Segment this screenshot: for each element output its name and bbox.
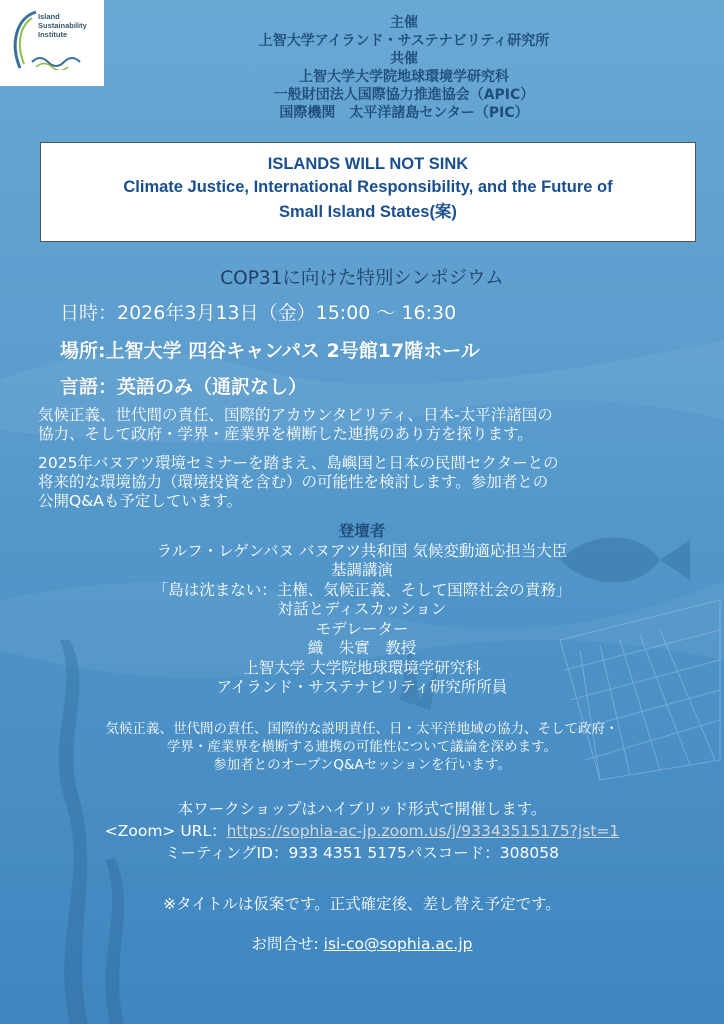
moderator-affiliation-2: アイランド・サステナビリティ研究所所員 xyxy=(216,678,508,696)
contact-email-link[interactable]: isi-co@sophia.ac.jp xyxy=(323,935,473,953)
discussion-line-2: 学界・産業界を横断する連携の可能性について議論を深めます。 xyxy=(166,739,558,755)
event-venue: 場所:上智大学 四谷キャンパス 2号館17階ホール xyxy=(60,340,480,362)
zoom-label: <Zoom> URL： xyxy=(104,822,227,840)
paragraph-2-line-2: 将来的な環境協力（環境投資を含む）の可能性を検討します。参加者との xyxy=(38,473,549,491)
meeting-credentials: ミーティングID：933 4351 5175パスコード：308058 xyxy=(165,844,559,862)
keynote-title: 「島は沈まない：主権、気候正義、そして国際社会の責務」 xyxy=(152,580,572,599)
host-name: 上智大学アイランド・サステナビリティ研究所 xyxy=(258,33,550,49)
organizers-block xyxy=(104,14,704,122)
description-paragraph-2 xyxy=(38,454,698,511)
title-line-2: Climate Justice, International Responsibility, and the Future of xyxy=(123,178,613,196)
zoom-url-link[interactable]: https://sophia-ac-jp.zoom.us/j/93343515175?jst=1 xyxy=(226,822,620,840)
hybrid-notice: 本ワークショップはハイブリッド形式で開催します。 xyxy=(177,800,547,818)
institute-logo xyxy=(0,0,104,86)
contact-label: お問合せ: xyxy=(251,935,324,953)
cohost-3: 国際機関 太平洋諸島センター（PIC） xyxy=(279,105,529,121)
keynote-label: 基調講演 xyxy=(330,561,393,579)
logo-wave-icon xyxy=(30,52,90,70)
speakers-block xyxy=(0,522,724,698)
contact-line xyxy=(0,932,724,954)
title-provisional-note: ※タイトルは仮案です。正式確定後、差し替え予定です。 xyxy=(163,895,561,913)
logo-text xyxy=(38,12,87,39)
title-line-3: Small Island States(案) xyxy=(279,203,457,221)
discussion-line-1: 気候正義、世代間の責任、国際的な説明責任、日・太平洋地域の協力、そして政府・ xyxy=(105,721,619,737)
hybrid-info xyxy=(0,798,724,864)
moderator-label: モデレーター xyxy=(315,619,409,638)
event-title-box xyxy=(40,142,696,242)
logo-line-2: Sustainability xyxy=(38,21,87,30)
event-language: 言語：英語のみ（通訳なし） xyxy=(60,376,308,398)
cohost-label: 共催 xyxy=(390,51,418,67)
dialogue-label: 対話とディスカッション xyxy=(277,600,447,618)
title-line-1: ISLANDS WILL NOT SINK xyxy=(267,155,469,173)
zoom-line xyxy=(0,820,724,842)
logo-line-1: Island xyxy=(38,12,60,21)
logo-line-3: Institute xyxy=(38,30,68,39)
moderator-name: 織 朱實 教授 xyxy=(307,639,417,657)
discussion-line-3: 参加者とのオープンQ&Aセッションを行います。 xyxy=(213,757,511,773)
cohost-2: 一般財団法人国際協力推進協会（APIC） xyxy=(273,87,535,103)
speakers-heading: 登壇者 xyxy=(338,522,386,540)
speaker-minister: ラルフ・レゲンバヌ バヌアツ共和国 気候変動適応担当大臣 xyxy=(156,541,568,560)
paragraph-1-line-2: 協力、そして政府・学界・産業界を横断した連携のあり方を探ります。 xyxy=(38,425,533,443)
paragraph-1-line-1: 気候正義、世代間の責任、国際的アカウンタビリティ、日本-太平洋諸国の xyxy=(38,406,553,424)
cohost-1: 上智大学大学院地球環境学研究科 xyxy=(299,69,509,85)
moderator-affiliation-1: 上智大学 大学院地球環境学研究科 xyxy=(243,658,481,677)
event-subtitle: COP31に向けた特別シンポジウム xyxy=(220,268,504,289)
event-datetime: 日時：2026年3月13日（金）15:00 ～ 16:30 xyxy=(60,302,457,324)
description-paragraph-1 xyxy=(38,406,698,444)
paragraph-2-line-3: 公開Q&Aも予定しています。 xyxy=(38,492,243,510)
paragraph-2-line-1: 2025年バヌアツ環境セミナーを踏まえ、島嶼国と日本の民間セクターとの xyxy=(38,454,559,472)
discussion-description xyxy=(0,720,724,774)
host-label: 主催 xyxy=(390,15,418,31)
